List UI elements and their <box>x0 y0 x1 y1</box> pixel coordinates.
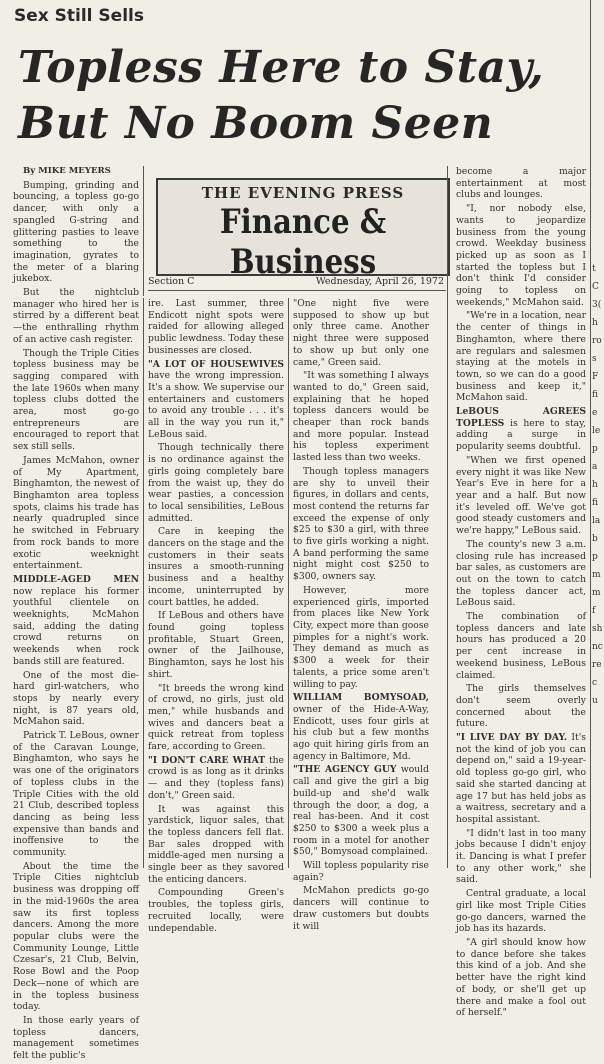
paragraph <box>293 885 429 932</box>
article-column-3 <box>293 298 429 934</box>
paragraph-text: Central graduate, a local girl like most Triple Cities go-go dancers, warned the job has its hazards. <box>456 888 586 935</box>
edge-fragment: fi <box>592 390 599 400</box>
edge-fragment: t <box>592 264 596 274</box>
paragraph <box>148 887 284 934</box>
subhead: WILLIAM BOMYSOAD, <box>293 692 429 704</box>
edge-fragment: 3( <box>592 300 602 310</box>
paragraph-text: Patrick T. LeBous, owner of the Caravan Lounge, Binghamton, who says he was one of the originators of topless clubs in the Triple Cities with the old 21 Club, described topless dancing as being less expensive than bands and inoffensive to the community. <box>13 730 139 859</box>
edge-fragment: h <box>592 318 598 328</box>
column-rule-1 <box>143 298 144 868</box>
subhead: "I LIVE DAY BY DAY. <box>456 732 568 744</box>
edge-fragment: le <box>592 426 601 436</box>
paragraph-text: Though the Triple Cities topless business may be sagging compared with the late 1960s when many topless clubs dotted the area, most go-go entrepreneurs are encouraged to report that sex still sells. <box>13 347 139 453</box>
edge-fragment: C <box>592 282 599 292</box>
paragraph <box>456 611 586 681</box>
edge-fragment: p <box>592 552 598 562</box>
edge-fragment: F <box>592 372 599 382</box>
edge-fragment: re <box>592 660 602 670</box>
paragraph-text: become a major entertainment at most clubs and lounges. <box>456 166 586 201</box>
paragraph <box>13 348 139 453</box>
paragraph-text: Though topless managers are shy to unveil their figures, in dollars and cents, most contend the returns far exceed the expense of only $25 to $30 a girl, with three to five girls working a night. A band performing the same night might cost $250 to $300, owners say. <box>293 465 429 583</box>
paragraph <box>293 764 429 858</box>
paragraph-text: owner of the Hide-A-Way, Endicott, uses four girls at his club but a few months ago quit hiring girls from an agency in Baltimore, Md. <box>293 703 429 762</box>
paragraph <box>148 610 284 680</box>
paragraph <box>148 526 284 608</box>
paragraph-text: Will topless popularity rise again? <box>293 860 429 883</box>
paragraph <box>148 298 284 357</box>
article-column-1 <box>13 166 139 1064</box>
article-column-4 <box>456 166 586 1021</box>
paragraph-text: "One night five were supposed to show up but only three came. Another night three were supposed to show up but only one came," Green said. <box>293 298 429 368</box>
edge-fragment: m <box>592 570 601 580</box>
paragraph-text: have the wrong impression. It's a show. We supervise our entertainers and customers to avoid any trouble . . . it's all in the way you run it," LeBous said. <box>148 370 284 440</box>
paragraph-text: "It breeds the wrong kind of crowd, no girls, just old men," while husbands and wives and dancers beat a quick retreat from topless fare, according to Green. <box>148 682 284 753</box>
paragraph <box>456 732 586 826</box>
headline-line-1: Topless Here to Stay, <box>18 42 545 93</box>
paragraph <box>13 287 139 346</box>
paragraph-text: But the nightclub manager who hired her is stirred by a different beat—the enthralling rhythm of an active cash register. <box>13 287 139 345</box>
paragraph-text: "When we first opened every night it was like New Year's Eve in here for a year and a half. But now it's leveled off. We've got good steady customers and we're happy," LeBous said. <box>456 454 586 537</box>
edge-fragment: sh <box>592 624 603 634</box>
edge-fragment: b <box>592 534 598 544</box>
paragraph-text: About the time the Triple Cities nightclub business was dropping off in the mid-1960s the area saw its first topless dancers. Among the more popular clubs were the Community Lounge, Little Czesar's, 21 Club, Belvin, Rose Bowl and the Poop Deck—none of which are in the topless business today. <box>13 860 139 1013</box>
subhead: "THE AGENCY GUY <box>293 764 397 776</box>
paragraph <box>456 310 586 404</box>
paragraph-text: "A girl should know how to dance before she takes this kind of a job. And she better have the right kind of body, or she'll get up there and make a fool out of herself." <box>456 937 586 1019</box>
byline: By MIKE MEYERS <box>23 166 111 176</box>
page-edge-rule <box>590 0 591 878</box>
paragraph-text: In those early years of topless dancers, management sometimes felt the public's <box>13 1014 139 1062</box>
paragraph-text: James McMahon, owner of My Apartment, Binghamton, the newest of Binghamton area topless spots, claims his trade has nearly quadrupled since he switched in February from rock bands to more exotic weeknight entertainment. <box>13 454 139 572</box>
paragraph-text: The county's new 3 a.m. closing rule has increased bar sales, as customers are out on the town to catch the topless dancer act, LeBous said. <box>456 538 586 609</box>
paragraph <box>293 298 429 368</box>
paragraph <box>13 574 139 668</box>
paragraph-text: McMahon predicts go-go dancers will continue to draw customers but doubts it will <box>293 885 429 932</box>
paragraph-text: "I, nor nobody else, wants to jeopardize business from the young crowd. Weekday business picked up as soon as I started the topless but I don't think I'd consider going to topless on weekends," McMahon said. <box>456 203 586 308</box>
paragraph <box>13 670 139 729</box>
paragraph-text: It's not the kind of job you can depend on," said a 19-year-old topless go-go girl, who said she started dancing at age 17 but has held jobs as a waitress, secretary and a hospital assistant. <box>456 732 586 825</box>
headline-line-2: But No Boom Seen <box>18 98 494 149</box>
paragraph <box>148 442 284 524</box>
paragraph <box>456 828 586 887</box>
edge-fragment: s <box>592 354 597 364</box>
paragraph-text: Bumping, grinding and bouncing, a topless go-go dancer, with only a spangled G-string and glittering pasties to leave something to the imagination, gyrates to the meter of a blaring jukebox. <box>13 179 139 285</box>
edge-fragment: f <box>592 606 596 616</box>
paragraph <box>293 692 429 762</box>
paragraph-text: Though technically there is no ordinance against the girls going completely bare from the waist up, they do wear pasties, a concession to local sensibilities, LeBous admitted. <box>148 442 284 524</box>
paragraph <box>293 860 429 883</box>
subhead: "I DON'T CARE WHAT <box>148 754 266 766</box>
edge-fragment: a <box>592 462 598 472</box>
paragraph-text: the crowd is as long as it drinks — and they (topless fans) don't," Green said. <box>148 754 284 801</box>
paragraph <box>13 455 139 572</box>
paragraph-text: However, more experienced girls, imported from places like New York City, expect more than goose pimples for a night's work. They demand as much as $300 a week for their talents, a price some aren't willing to pay. <box>293 584 429 690</box>
paragraph <box>293 585 429 690</box>
paragraph <box>456 937 586 1019</box>
paragraph <box>148 804 284 886</box>
headline <box>18 40 578 152</box>
section-label: Section C <box>148 276 195 287</box>
edge-fragment: nc <box>592 642 603 652</box>
paragraph-text: "It was something I always wanted to do," Green said, explaining that he hoped topless dancers would be cheaper than rock bands and more popular. Instead his topless experiment lasted less than two weeks. <box>293 370 429 464</box>
subhead: LeBOUS AGREES TOPLESS <box>456 406 586 429</box>
edge-fragment: m <box>592 588 601 598</box>
subhead: "A LOT OF HOUSEWIVES <box>148 358 284 370</box>
paragraph <box>13 180 139 285</box>
issue-date: Wednesday, April 26, 1972 <box>315 276 444 287</box>
paragraph-text: Compounding Green's troubles, the topless girls, recruited locally, were undependable. <box>148 887 284 934</box>
edge-fragment: p <box>592 444 598 454</box>
paragraph-text: If LeBous and others have found going topless profitable, Stuart Green, owner of the Jailhouse, Binghamton, says he lost his shirt. <box>148 610 284 680</box>
dateline-rule <box>148 290 446 291</box>
paragraph-text: It was against this yardstick, liquor sales, that the topless dancers fell flat. Bar sales dropped with middle-aged men nursing a single beer as they savored the enticing dancers. <box>148 803 284 885</box>
banner-paper-name: THE EVENING PRESS <box>201 184 405 202</box>
article-column-2 <box>148 298 284 936</box>
banner-section-name: Finance & Business <box>219 202 387 282</box>
paragraph-text: would call and give the girl a big build-up and she'd walk through the door, a dog, a real has-been. And it cost $250 to $300 a week plus a room in a motel for another $50," Bomysoad complained. <box>293 764 429 858</box>
paragraph-text: is here to stay, adding a surge in popularity seems doubtful. <box>456 417 586 453</box>
edge-fragment: c <box>592 678 598 688</box>
adjacent-column-fragment <box>592 260 604 860</box>
paragraph <box>456 203 586 308</box>
edge-fragment: h <box>592 480 598 490</box>
column-rule-3 <box>447 166 448 868</box>
paragraph <box>456 455 586 537</box>
paragraph <box>456 166 586 201</box>
edge-fragment: fi <box>592 498 599 508</box>
column-rule-2 <box>288 298 289 868</box>
paragraph-text: ire. Last summer, three Endicott night spots were raided for allowing alleged public lewdness. Today these businesses are closed. <box>148 298 284 356</box>
edge-fragment: la <box>592 516 601 526</box>
paragraph <box>148 683 284 753</box>
paragraph <box>13 861 139 1013</box>
paragraph-text: "We're in a location, near the center of things in Binghamton, where there are regulars and salesmen staying at the motels in town, so we can do a good business and keep it," McMahon said. <box>456 310 586 404</box>
paragraph <box>456 888 586 935</box>
paragraph-text: now replace his former youthful clientele on weeknights, McMahon said, adding the dating crowd returns on weekends when rock bands still are featured. <box>13 585 139 667</box>
paragraph-text: One of the most die-hard girl-watchers, who stops by nearly every night, is 87 years old, McMahon said. <box>13 669 139 728</box>
paragraph <box>293 466 429 583</box>
paragraph <box>13 1015 139 1062</box>
paragraph <box>293 370 429 464</box>
paragraph <box>456 683 586 730</box>
edge-fragment: e <box>592 408 598 418</box>
paragraph <box>456 406 586 453</box>
column-rule-1-top <box>143 166 144 296</box>
paragraph-text: The girls themselves don't seem overly concerned about the future. <box>456 683 586 730</box>
paragraph-text: Care in keeping the dancers on the stage and the customers in their seats insures a smooth-running business and a healthy income, uninterrupted by court battles, he added. <box>148 526 284 608</box>
paragraph <box>456 539 586 609</box>
paragraph <box>148 359 284 441</box>
edge-fragment: ro <box>592 336 602 346</box>
paragraph <box>148 755 284 802</box>
subhead: MIDDLE-AGED MEN <box>13 573 139 585</box>
paragraph <box>13 730 139 859</box>
paragraph-text: "I didn't last in too many jobs because I didn't enjoy it. Dancing is what I prefer to any other work," she said. <box>456 827 586 886</box>
edge-fragment: u <box>592 696 598 706</box>
paragraph-text: The combination of topless dancers and late hours has produced a 20 per cent increase in weekend business, LeBous claimed. <box>456 611 586 681</box>
section-kicker: Sex Still Sells <box>14 6 144 26</box>
